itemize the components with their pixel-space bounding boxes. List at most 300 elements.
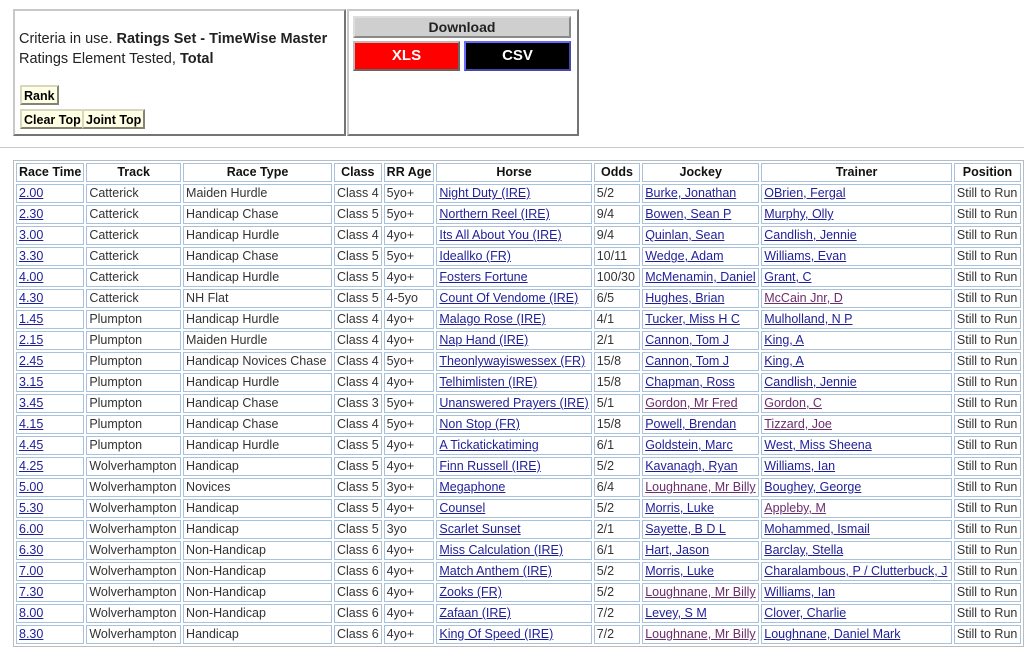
race-type-cell: Non-Handicap	[183, 562, 332, 581]
horse-cell	[436, 457, 591, 476]
jockey-cell	[642, 604, 759, 623]
race-time-link[interactable]: 3.15	[19, 375, 44, 389]
trainer-link[interactable]: Charalambous, P / Clutterbuck, J	[764, 564, 948, 578]
trainer-cell	[761, 352, 952, 371]
jockey-link[interactable]: Hart, Jason	[645, 543, 710, 557]
class-cell: Class 4	[334, 310, 382, 329]
time-cell	[16, 583, 84, 602]
race-type-cell: Handicap Hurdle	[183, 226, 332, 245]
jockey-cell	[642, 394, 759, 413]
trainer-cell	[761, 205, 952, 224]
table-row	[16, 415, 1021, 434]
time-cell	[16, 520, 84, 539]
jockey-link[interactable]: Chapman, Ross	[645, 375, 735, 389]
table-row	[16, 184, 1021, 203]
track-cell: Catterick	[86, 205, 181, 224]
position-cell: Still to Run	[954, 352, 1021, 371]
race-time-link[interactable]: 2.00	[19, 186, 44, 200]
track-cell: Plumpton	[86, 373, 181, 392]
trainer-cell	[761, 457, 952, 476]
table-row	[16, 604, 1021, 623]
race-type-cell: Handicap Novices Chase	[183, 352, 332, 371]
race-type-cell: Handicap Hurdle	[183, 373, 332, 392]
horse-link[interactable]: Telhimlisten (IRE)	[439, 375, 538, 389]
race-time-link[interactable]: 4.45	[19, 438, 44, 452]
col-track: Track	[86, 163, 181, 182]
race-type-cell: Handicap Hurdle	[183, 310, 332, 329]
trainer-link[interactable]: Gordon, C	[764, 396, 822, 410]
odds-cell: 10/11	[594, 247, 640, 266]
race-time-link[interactable]: 2.45	[19, 354, 44, 368]
jockey-link[interactable]: Goldstein, Marc	[645, 438, 733, 452]
race-type-cell: Maiden Hurdle	[183, 331, 332, 350]
trainer-cell	[761, 226, 952, 245]
rr-age-cell: 4yo+	[384, 226, 435, 245]
horse-cell	[436, 436, 591, 455]
ratings-element-label: Ratings Element Tested,	[19, 51, 180, 67]
odds-cell: 9/4	[594, 205, 640, 224]
ratings-element-line	[19, 51, 214, 67]
class-cell: Class 5	[334, 478, 382, 497]
race-time-link[interactable]: 4.30	[19, 291, 44, 305]
trainer-link[interactable]: Boughey, George	[764, 480, 862, 494]
jockey-link[interactable]: Gordon, Mr Fred	[645, 396, 738, 410]
odds-cell: 7/2	[594, 604, 640, 623]
trainer-cell	[761, 499, 952, 518]
race-type-cell: Non-Handicap	[183, 583, 332, 602]
trainer-link[interactable]: Candlish, Jennie	[764, 228, 857, 242]
table-row	[16, 583, 1021, 602]
rr-age-cell: 4yo+	[384, 373, 435, 392]
time-cell	[16, 373, 84, 392]
track-cell: Plumpton	[86, 415, 181, 434]
race-type-cell: Handicap	[183, 499, 332, 518]
jockey-cell	[642, 310, 759, 329]
horse-link[interactable]: Theonlywayiswessex (FR)	[439, 354, 586, 368]
rr-age-cell: 5yo+	[384, 394, 435, 413]
position-cell: Still to Run	[954, 457, 1021, 476]
table-row	[16, 562, 1021, 581]
table-row	[16, 226, 1021, 245]
trainer-cell	[761, 604, 952, 623]
race-time-link[interactable]: 2.15	[19, 333, 44, 347]
class-cell: Class 5	[334, 268, 382, 287]
race-type-cell: Novices	[183, 478, 332, 497]
jockey-link[interactable]: Bowen, Sean P	[645, 207, 732, 221]
position-cell: Still to Run	[954, 562, 1021, 581]
horse-cell	[436, 583, 591, 602]
horse-cell	[436, 373, 591, 392]
horse-link[interactable]: Counsel	[439, 501, 486, 515]
trainer-link[interactable]: Murphy, Olly	[764, 207, 834, 221]
horse-cell	[436, 394, 591, 413]
jockey-link[interactable]: Quinlan, Sean	[645, 228, 725, 242]
horse-link[interactable]: Night Duty (IRE)	[439, 186, 531, 200]
trainer-cell	[761, 436, 952, 455]
jockey-link[interactable]: Hughes, Brian	[645, 291, 725, 305]
race-type-cell: Handicap Chase	[183, 415, 332, 434]
jockey-cell	[642, 478, 759, 497]
horse-link[interactable]: Scarlet Sunset	[439, 522, 521, 536]
rank-button[interactable]: Rank	[20, 85, 59, 105]
time-cell	[16, 478, 84, 497]
odds-cell: 2/1	[594, 331, 640, 350]
odds-cell: 2/1	[594, 520, 640, 539]
jockey-link[interactable]: Morris, Luke	[645, 564, 714, 578]
trainer-link[interactable]: Tizzard, Joe	[764, 417, 832, 431]
class-cell: Class 5	[334, 289, 382, 308]
odds-cell: 5/1	[594, 394, 640, 413]
table-row	[16, 247, 1021, 266]
position-cell: Still to Run	[954, 520, 1021, 539]
trainer-link[interactable]: Mulholland, N P	[764, 312, 853, 326]
results-table-body	[16, 184, 1021, 644]
trainer-link[interactable]: King, A	[764, 354, 804, 368]
horse-link[interactable]: Ideallko (FR)	[439, 249, 511, 263]
race-type-cell: Handicap	[183, 520, 332, 539]
horse-link[interactable]: Megaphone	[439, 480, 506, 494]
position-cell: Still to Run	[954, 583, 1021, 602]
col-odds: Odds	[594, 163, 640, 182]
trainer-link[interactable]: Grant, C	[764, 270, 812, 284]
time-cell	[16, 436, 84, 455]
rr-age-cell: 5yo+	[384, 247, 435, 266]
jockey-link[interactable]: Loughnane, Mr Billy	[645, 480, 756, 494]
race-time-link[interactable]: 5.30	[19, 501, 44, 515]
race-time-link[interactable]: 3.30	[19, 249, 44, 263]
time-cell	[16, 331, 84, 350]
table-row	[16, 436, 1021, 455]
race-type-cell: Non-Handicap	[183, 541, 332, 560]
table-row	[16, 499, 1021, 518]
horse-link[interactable]: Its All About You (IRE)	[439, 228, 562, 242]
race-time-link[interactable]: 7.30	[19, 585, 44, 599]
jockey-link[interactable]: Cannon, Tom J	[645, 333, 730, 347]
track-cell: Wolverhampton	[86, 562, 181, 581]
odds-cell: 15/8	[594, 373, 640, 392]
rr-age-cell: 4yo+	[384, 583, 435, 602]
criteria-line	[19, 31, 327, 47]
table-row	[16, 331, 1021, 350]
col-class: Class	[334, 163, 382, 182]
track-cell: Plumpton	[86, 394, 181, 413]
jockey-link[interactable]: Tucker, Miss H C	[645, 312, 740, 326]
race-time-link[interactable]: 1.45	[19, 312, 44, 326]
race-time-link[interactable]: 5.00	[19, 480, 44, 494]
trainer-cell	[761, 247, 952, 266]
position-cell: Still to Run	[954, 373, 1021, 392]
trainer-link[interactable]: Barclay, Stella	[764, 543, 844, 557]
trainer-cell	[761, 520, 952, 539]
race-type-cell: Handicap Hurdle	[183, 436, 332, 455]
horse-link[interactable]: Finn Russell (IRE)	[439, 459, 541, 473]
trainer-cell	[761, 562, 952, 581]
download-panel	[347, 9, 579, 136]
race-time-link[interactable]: 6.00	[19, 522, 44, 536]
jockey-cell	[642, 625, 759, 644]
position-cell: Still to Run	[954, 226, 1021, 245]
table-row	[16, 205, 1021, 224]
jockey-link[interactable]: Levey, S M	[645, 606, 707, 620]
position-cell: Still to Run	[954, 541, 1021, 560]
col-jockey: Jockey	[642, 163, 759, 182]
rr-age-cell: 4yo+	[384, 499, 435, 518]
trainer-link[interactable]: Williams, Ian	[764, 585, 836, 599]
jockey-cell	[642, 520, 759, 539]
trainer-cell	[761, 541, 952, 560]
table-row	[16, 520, 1021, 539]
criteria-label: Criteria in use.	[19, 31, 117, 47]
trainer-link[interactable]: Mohammed, Ismail	[764, 522, 870, 536]
horse-cell	[436, 247, 591, 266]
table-row	[16, 373, 1021, 392]
time-cell	[16, 310, 84, 329]
track-cell: Wolverhampton	[86, 520, 181, 539]
class-cell: Class 4	[334, 373, 382, 392]
horse-link[interactable]: Unanswered Prayers (IRE)	[439, 396, 589, 410]
trainer-cell	[761, 289, 952, 308]
trainer-cell	[761, 625, 952, 644]
table-row	[16, 457, 1021, 476]
jockey-cell	[642, 331, 759, 350]
table-row	[16, 478, 1021, 497]
rr-age-cell: 4-5yo	[384, 289, 435, 308]
odds-cell: 5/2	[594, 499, 640, 518]
horse-cell	[436, 226, 591, 245]
rr-age-cell: 5yo+	[384, 184, 435, 203]
rr-age-cell: 4yo+	[384, 562, 435, 581]
csv-download-button[interactable]: CSV	[464, 41, 571, 71]
trainer-link[interactable]: Appleby, M	[764, 501, 826, 515]
time-cell	[16, 247, 84, 266]
xls-download-button[interactable]: XLS	[353, 41, 460, 71]
jockey-cell	[642, 247, 759, 266]
class-cell: Class 4	[334, 352, 382, 371]
race-time-link[interactable]: 2.30	[19, 207, 44, 221]
odds-cell: 7/2	[594, 625, 640, 644]
jockey-link[interactable]: Loughnane, Mr Billy	[645, 585, 756, 599]
odds-cell: 5/2	[594, 562, 640, 581]
horse-link[interactable]: King Of Speed (IRE)	[439, 627, 554, 641]
class-cell: Class 3	[334, 394, 382, 413]
horse-link[interactable]: Non Stop (FR)	[439, 417, 520, 431]
jockey-cell	[642, 583, 759, 602]
time-cell	[16, 226, 84, 245]
clear-top-button[interactable]: Clear Top	[20, 109, 85, 129]
horse-cell	[436, 415, 591, 434]
table-row	[16, 310, 1021, 329]
track-cell: Wolverhampton	[86, 499, 181, 518]
trainer-link[interactable]: Clover, Charlie	[764, 606, 847, 620]
class-cell: Class 5	[334, 499, 382, 518]
jockey-link[interactable]: Morris, Luke	[645, 501, 714, 515]
trainer-link[interactable]: King, A	[764, 333, 804, 347]
trainer-link[interactable]: Williams, Ian	[764, 459, 836, 473]
horse-link[interactable]: Count Of Vendome (IRE)	[439, 291, 579, 305]
position-cell: Still to Run	[954, 604, 1021, 623]
trainer-cell	[761, 394, 952, 413]
jockey-link[interactable]: McMenamin, Daniel	[645, 270, 756, 284]
rr-age-cell: 4yo+	[384, 331, 435, 350]
horse-cell	[436, 184, 591, 203]
table-row	[16, 352, 1021, 371]
jockey-link[interactable]: Burke, Jonathan	[645, 186, 737, 200]
race-type-cell: Maiden Hurdle	[183, 184, 332, 203]
class-cell: Class 5	[334, 247, 382, 266]
odds-cell: 5/2	[594, 184, 640, 203]
track-cell: Catterick	[86, 289, 181, 308]
horse-cell	[436, 205, 591, 224]
time-cell	[16, 499, 84, 518]
criteria-panel	[13, 9, 346, 136]
race-time-link[interactable]: 3.45	[19, 396, 44, 410]
position-cell: Still to Run	[954, 478, 1021, 497]
class-cell: Class 5	[334, 436, 382, 455]
ratings-element-value: Total	[179, 51, 214, 67]
rr-age-cell: 5yo+	[384, 352, 435, 371]
ratings-set-value: Ratings Set - TimeWise Master	[116, 31, 328, 47]
col-race-time: Race Time	[16, 163, 84, 182]
table-row	[16, 394, 1021, 413]
class-cell: Class 4	[334, 184, 382, 203]
col-position: Position	[954, 163, 1021, 182]
time-cell	[16, 184, 84, 203]
position-cell: Still to Run	[954, 436, 1021, 455]
race-time-link[interactable]: 4.15	[19, 417, 44, 431]
class-cell: Class 5	[334, 520, 382, 539]
horse-link[interactable]: Nap Hand (IRE)	[439, 333, 529, 347]
results-table	[13, 160, 1024, 647]
col-rr-age: RR Age	[384, 163, 435, 182]
time-cell	[16, 562, 84, 581]
jockey-link[interactable]: Powell, Brendan	[645, 417, 737, 431]
trainer-link[interactable]: West, Miss Sheena	[764, 438, 872, 452]
position-cell: Still to Run	[954, 625, 1021, 644]
horse-cell	[436, 499, 591, 518]
trainer-link[interactable]: McCain Jnr, D	[764, 291, 843, 305]
trainer-cell	[761, 415, 952, 434]
odds-cell: 100/30	[594, 268, 640, 287]
rr-age-cell: 5yo+	[384, 415, 435, 434]
track-cell: Plumpton	[86, 436, 181, 455]
race-type-cell: Non-Handicap	[183, 604, 332, 623]
jockey-cell	[642, 205, 759, 224]
trainer-cell	[761, 184, 952, 203]
table-row	[16, 625, 1021, 644]
horse-link[interactable]: A Tickatickatiming	[439, 438, 539, 452]
horse-link[interactable]: Match Anthem (IRE)	[439, 564, 552, 578]
trainer-link[interactable]: Williams, Evan	[764, 249, 847, 263]
position-cell: Still to Run	[954, 310, 1021, 329]
odds-cell: 6/1	[594, 436, 640, 455]
table-row	[16, 541, 1021, 560]
class-cell: Class 6	[334, 541, 382, 560]
position-cell: Still to Run	[954, 268, 1021, 287]
race-time-link[interactable]: 6.30	[19, 543, 44, 557]
odds-cell: 5/2	[594, 457, 640, 476]
joint-top-button[interactable]: Joint Top	[82, 109, 145, 129]
jockey-cell	[642, 541, 759, 560]
class-cell: Class 4	[334, 415, 382, 434]
race-time-link[interactable]: 4.00	[19, 270, 44, 284]
horse-link[interactable]: Fosters Fortune	[439, 270, 528, 284]
time-cell	[16, 415, 84, 434]
jockey-cell	[642, 268, 759, 287]
race-time-link[interactable]: 8.30	[19, 627, 44, 641]
class-cell: Class 5	[334, 205, 382, 224]
rr-age-cell: 4yo+	[384, 541, 435, 560]
jockey-cell	[642, 457, 759, 476]
race-time-link[interactable]: 4.25	[19, 459, 44, 473]
trainer-link[interactable]: Loughnane, Daniel Mark	[764, 627, 901, 641]
time-cell	[16, 625, 84, 644]
rr-age-cell: 3yo+	[384, 478, 435, 497]
rr-age-cell: 4yo+	[384, 625, 435, 644]
race-time-link[interactable]: 8.00	[19, 606, 44, 620]
trainer-link[interactable]: Candlish, Jennie	[764, 375, 857, 389]
jockey-cell	[642, 415, 759, 434]
race-type-cell: NH Flat	[183, 289, 332, 308]
trainer-cell	[761, 373, 952, 392]
jockey-link[interactable]: Sayette, B D L	[645, 522, 726, 536]
horse-cell	[436, 520, 591, 539]
time-cell	[16, 352, 84, 371]
jockey-cell	[642, 226, 759, 245]
class-cell: Class 4	[334, 226, 382, 245]
jockey-cell	[642, 436, 759, 455]
horse-cell	[436, 604, 591, 623]
class-cell: Class 4	[334, 331, 382, 350]
horse-link[interactable]: Malago Rose (IRE)	[439, 312, 546, 326]
horse-cell	[436, 289, 591, 308]
track-cell: Wolverhampton	[86, 541, 181, 560]
horse-cell	[436, 625, 591, 644]
jockey-link[interactable]: Kavanagh, Ryan	[645, 459, 738, 473]
horse-link[interactable]: Miss Calculation (IRE)	[439, 543, 563, 557]
class-cell: Class 6	[334, 604, 382, 623]
time-cell	[16, 541, 84, 560]
race-time-link[interactable]: 7.00	[19, 564, 44, 578]
horse-cell	[436, 562, 591, 581]
class-cell: Class 6	[334, 625, 382, 644]
race-type-cell: Handicap Chase	[183, 247, 332, 266]
track-cell: Plumpton	[86, 331, 181, 350]
class-cell: Class 6	[334, 583, 382, 602]
trainer-cell	[761, 331, 952, 350]
time-cell	[16, 457, 84, 476]
trainer-cell	[761, 478, 952, 497]
track-cell: Wolverhampton	[86, 457, 181, 476]
position-cell: Still to Run	[954, 394, 1021, 413]
horse-link[interactable]: Northern Reel (IRE)	[439, 207, 550, 221]
track-cell: Catterick	[86, 184, 181, 203]
horse-link[interactable]: Zafaan (IRE)	[439, 606, 511, 620]
jockey-link[interactable]: Wedge, Adam	[645, 249, 724, 263]
rr-age-cell: 4yo+	[384, 310, 435, 329]
trainer-link[interactable]: OBrien, Fergal	[764, 186, 846, 200]
jockey-link[interactable]: Loughnane, Mr Billy	[645, 627, 756, 641]
time-cell	[16, 268, 84, 287]
track-cell: Catterick	[86, 268, 181, 287]
race-time-link[interactable]: 3.00	[19, 228, 44, 242]
jockey-link[interactable]: Cannon, Tom J	[645, 354, 730, 368]
class-cell: Class 5	[334, 457, 382, 476]
download-header: Download	[353, 16, 571, 38]
horse-cell	[436, 478, 591, 497]
jockey-cell	[642, 352, 759, 371]
odds-cell: 6/4	[594, 478, 640, 497]
horse-link[interactable]: Zooks (FR)	[439, 585, 502, 599]
